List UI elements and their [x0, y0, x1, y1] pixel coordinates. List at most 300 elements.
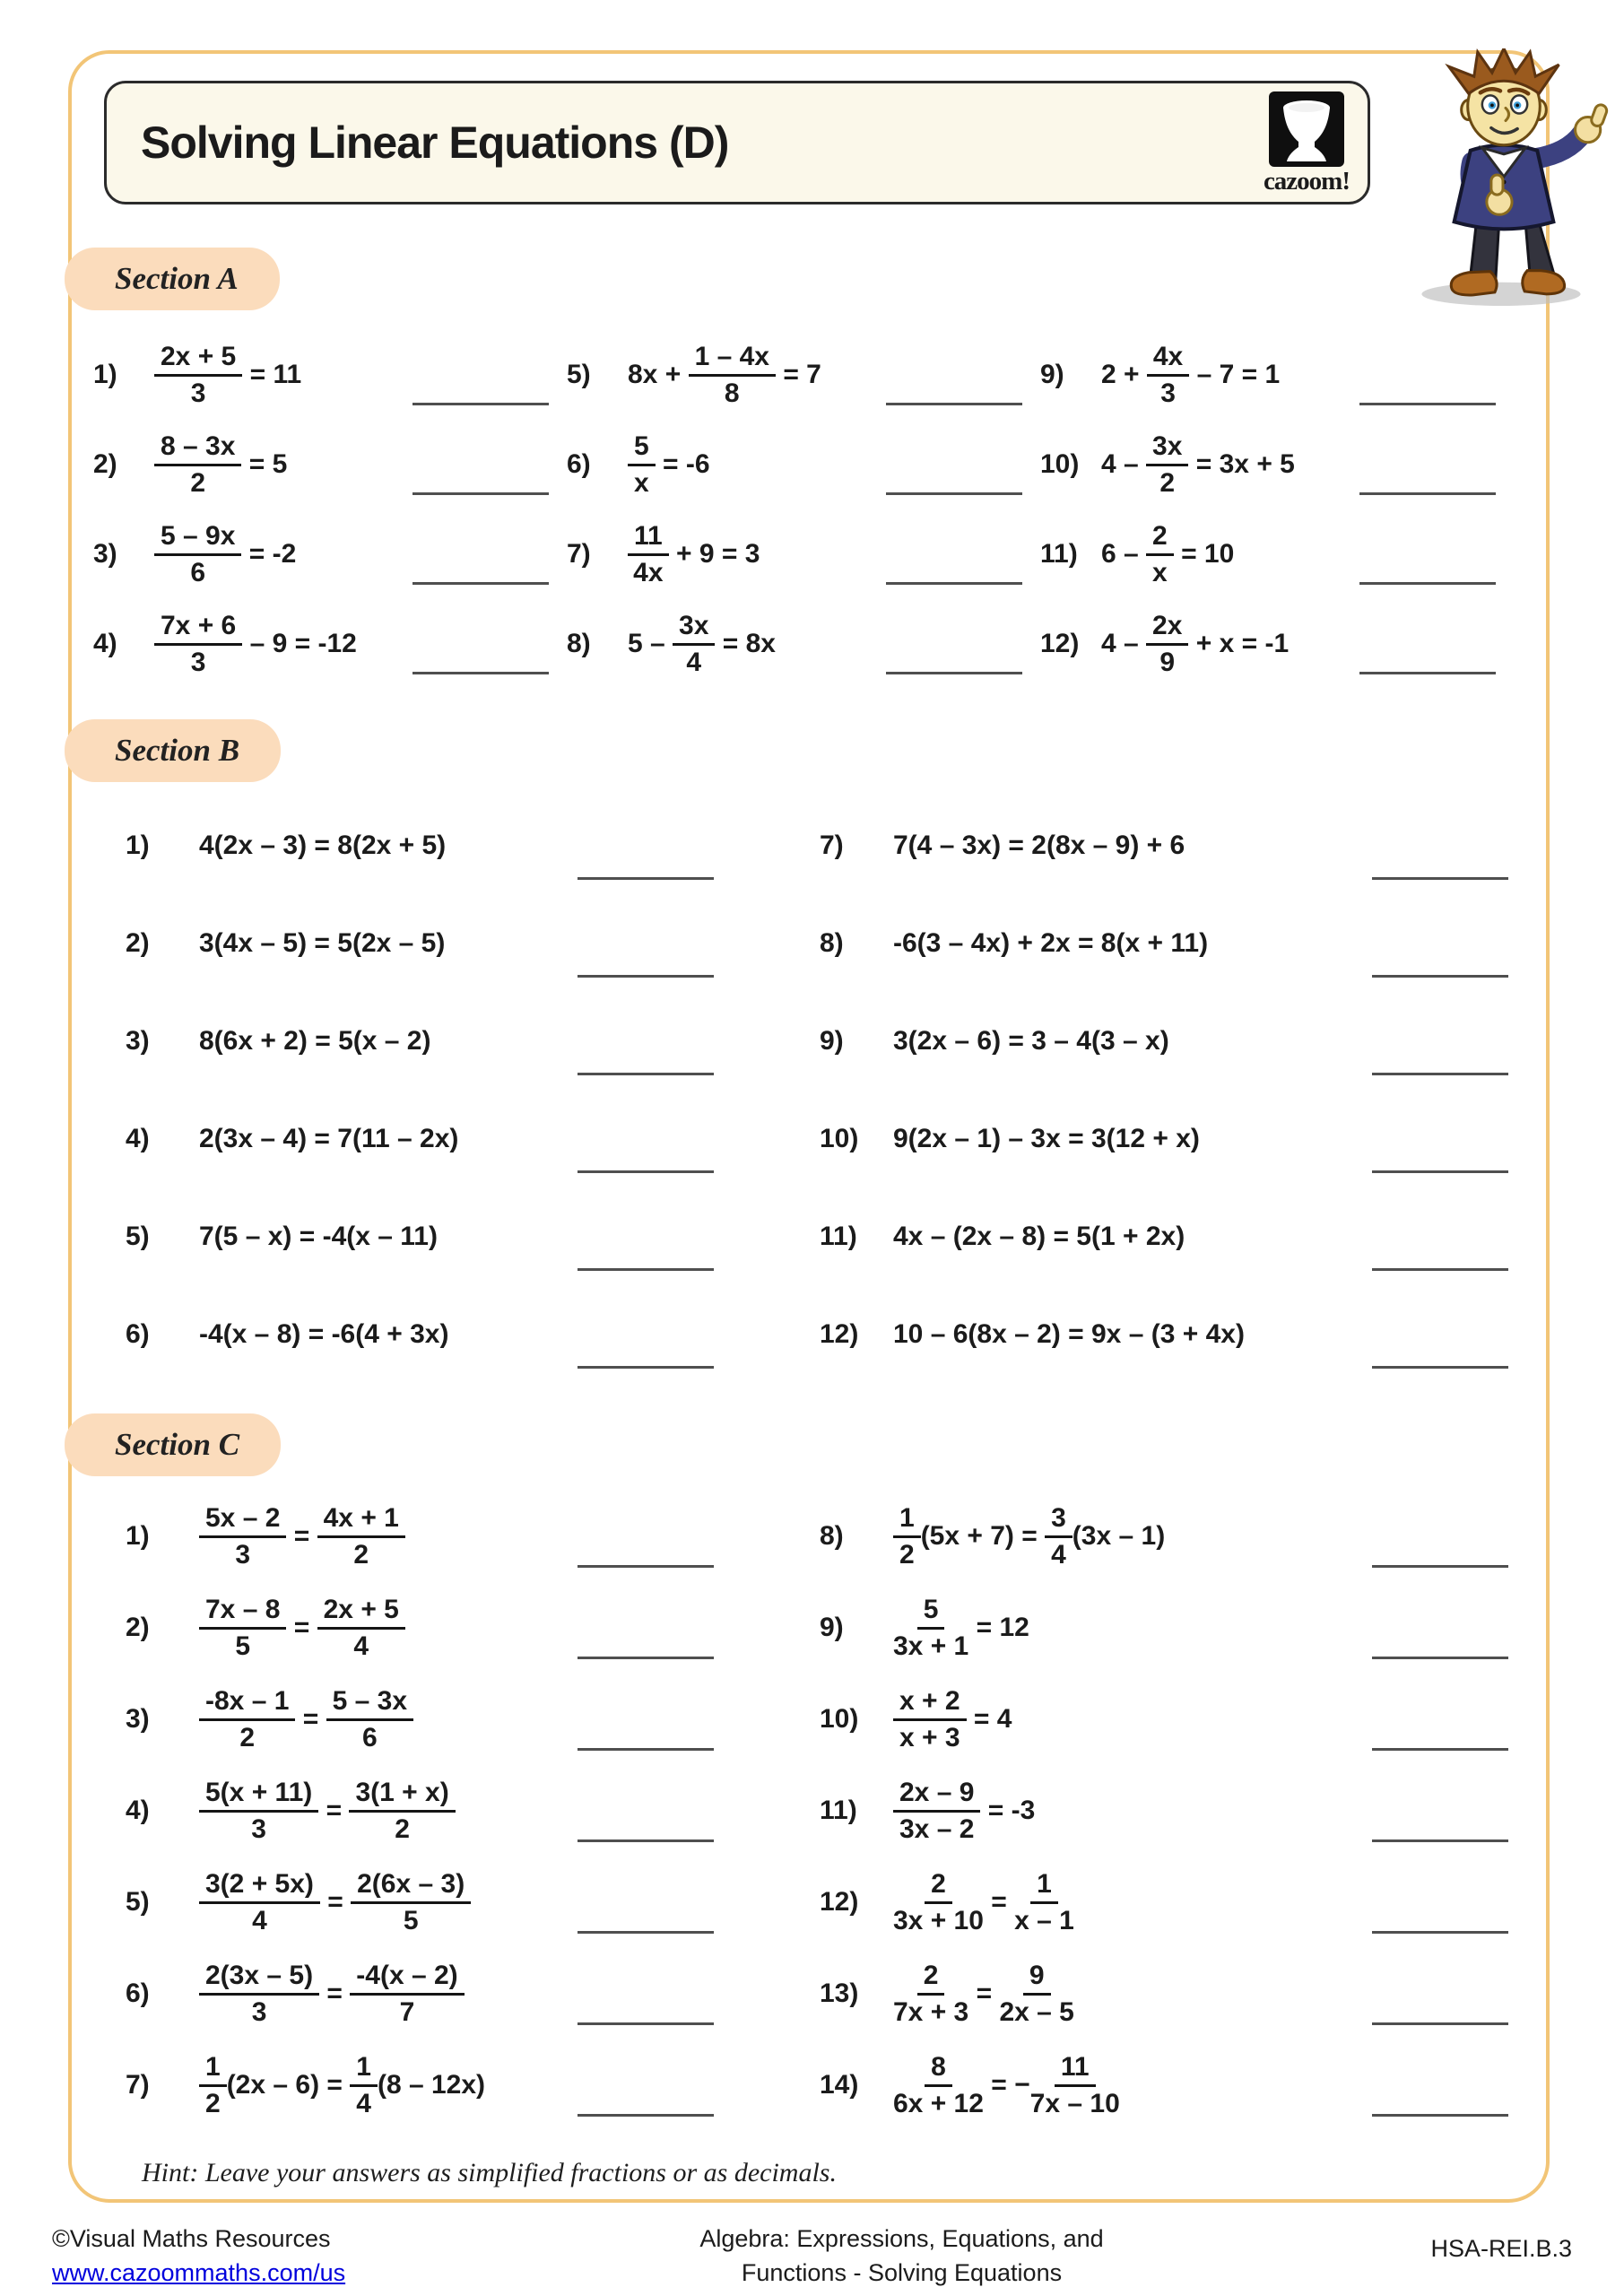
- equation-expression: [199, 2053, 485, 2118]
- fraction-numerator: 1: [350, 2053, 378, 2087]
- equation-item: [567, 330, 1040, 420]
- footer-topic-line1: Algebra: Expressions, Equations, and: [699, 2225, 1104, 2252]
- equation-expression: [893, 1124, 1200, 1154]
- fraction-numerator: 5: [917, 1596, 945, 1630]
- equation-text: = 4: [966, 1704, 1012, 1734]
- fraction: [350, 1961, 464, 2026]
- equation-item: [567, 599, 1040, 689]
- equation-item: [1040, 420, 1514, 509]
- equation-text: -4(x – 8) = -6(4 + 3x): [199, 1318, 449, 1349]
- question-number: 1): [126, 830, 150, 860]
- question-number: 3): [93, 539, 117, 569]
- equation-item: [93, 599, 567, 689]
- equation-item: [126, 1948, 820, 2039]
- answer-blank: [578, 1931, 714, 1934]
- equation-item: [1040, 599, 1514, 689]
- answer-blank: [578, 1565, 714, 1568]
- title-box: [104, 81, 1370, 204]
- fraction: [1014, 1870, 1074, 1935]
- answer-blank: [578, 1268, 714, 1271]
- equation-text: 8(6x + 2) = 5(x – 2): [199, 1025, 431, 1056]
- equation-text: + x = -1: [1188, 629, 1290, 658]
- question-number: 3): [126, 1025, 150, 1056]
- equation-item: [567, 420, 1040, 509]
- equation-expression: [199, 1026, 431, 1057]
- equation-expression: [893, 1319, 1245, 1350]
- equation-text: 6 –: [1101, 539, 1147, 569]
- question-number: 9): [820, 1613, 844, 1642]
- equation-expression: [1101, 432, 1295, 497]
- equation-text: 4x – (2x – 8) = 5(1 + 2x): [893, 1221, 1185, 1251]
- fraction-numerator: 11: [1055, 2053, 1096, 2087]
- fraction-numerator: 2x + 5: [317, 1596, 405, 1630]
- fraction: [1146, 522, 1174, 587]
- answer-blank: [413, 582, 549, 585]
- fraction-denominator: 3x + 10: [893, 1905, 984, 1935]
- fraction-denominator: 3: [251, 1813, 266, 1844]
- fraction: [351, 1870, 471, 1935]
- equation-expression: [893, 1026, 1169, 1057]
- copyright-text: ©Visual Maths Resources: [52, 2225, 331, 2252]
- equation-expression: [154, 432, 287, 497]
- equation-expression: [199, 1504, 405, 1569]
- question-number: 12): [1040, 629, 1080, 658]
- fraction-numerator: 8: [925, 2053, 952, 2087]
- equation-text: 4 –: [1101, 629, 1147, 658]
- equation-text: =: [319, 1887, 352, 1917]
- equation-expression: [154, 343, 301, 407]
- equation-text: (5x + 7) =: [920, 1521, 1046, 1551]
- equation-text: – 9 = -12: [242, 629, 357, 658]
- fraction-numerator: 3x: [1146, 432, 1188, 466]
- fraction-numerator: -8x – 1: [199, 1687, 295, 1721]
- equation-text: (2x – 6) =: [226, 2070, 351, 2100]
- equation-text: (8 – 12x): [377, 2070, 486, 2100]
- equation-text: = −: [983, 2070, 1030, 2100]
- answer-blank: [886, 492, 1022, 495]
- fraction-denominator: 2: [190, 467, 206, 498]
- fraction: [349, 1779, 455, 1843]
- section-header-pill: Section B: [65, 719, 281, 782]
- equation-expression: [199, 1961, 465, 2026]
- equation-expression: [893, 1779, 1035, 1843]
- equation-item: [126, 894, 820, 992]
- fraction: [673, 612, 715, 676]
- question-number: 2): [93, 449, 117, 479]
- answer-blank: [1359, 672, 1496, 674]
- worksheet-frame: [68, 50, 1550, 2203]
- fraction-denominator: 3: [251, 1996, 267, 2027]
- equation-item: [93, 509, 567, 599]
- equation-text: = 3x + 5: [1188, 449, 1295, 479]
- fraction: [893, 1961, 968, 2026]
- answer-blank: [1359, 582, 1496, 585]
- question-number: 6): [126, 1979, 150, 2008]
- equation-item: [820, 796, 1514, 894]
- fraction: [199, 1504, 286, 1569]
- answer-blank: [886, 672, 1022, 674]
- answer-blank: [1372, 1748, 1508, 1751]
- fraction: [893, 1687, 967, 1752]
- answer-blank: [413, 492, 549, 495]
- answer-blank: [578, 975, 714, 978]
- fraction-denominator: 9: [1159, 647, 1176, 677]
- equation-item: [126, 1857, 820, 1948]
- fraction-denominator: 2x – 5: [999, 1996, 1074, 2027]
- standard-code: HSA-REI.B.3: [1430, 2235, 1572, 2262]
- fraction-numerator: 5 – 3x: [326, 1687, 413, 1721]
- equation-expression: [199, 1124, 458, 1154]
- fraction-numerator: 3x: [673, 612, 715, 646]
- thumbs-up-boy-illustration: [1389, 48, 1619, 310]
- fraction-denominator: 4x: [633, 557, 664, 587]
- equation-text: 9(2x – 1) – 3x = 3(12 + x): [893, 1123, 1200, 1153]
- page-footer: [0, 2222, 1624, 2291]
- answer-blank: [1372, 1565, 1508, 1568]
- fraction-numerator: 2: [1146, 522, 1174, 556]
- equation-expression: [628, 343, 821, 407]
- fraction-denominator: 8: [724, 378, 740, 408]
- equation-expression: [199, 1687, 413, 1752]
- equation-expression: [893, 1870, 1074, 1935]
- fraction: [893, 1870, 984, 1935]
- equation-expression: [199, 1222, 438, 1252]
- equation-text: 3(4x – 5) = 5(2x – 5): [199, 927, 446, 958]
- question-number: 6): [567, 449, 591, 479]
- equation-text: 4 –: [1101, 449, 1147, 479]
- question-number: 2): [126, 1613, 150, 1642]
- sections-container: [93, 248, 1515, 2131]
- footer-left: [52, 2222, 447, 2291]
- equation-text: = 12: [968, 1613, 1029, 1642]
- fraction-numerator: 3(2 + 5x): [199, 1870, 320, 1904]
- fraction-denominator: x: [634, 467, 649, 498]
- equation-text: 7(4 – 3x) = 2(8x – 9) + 6: [893, 830, 1185, 860]
- fraction-numerator: 2: [917, 1961, 945, 1996]
- question-number: 4): [93, 629, 117, 658]
- equation-expression: [199, 1319, 448, 1350]
- equation-text: =: [983, 1887, 1015, 1917]
- answer-blank: [578, 1073, 714, 1075]
- question-number: 7): [126, 2070, 150, 2100]
- equation-text: = -6: [655, 449, 710, 479]
- fraction-denominator: 3: [190, 378, 206, 408]
- equation-item: [820, 894, 1514, 992]
- fraction-denominator: 3x – 2: [899, 1813, 975, 1844]
- question-number: 3): [126, 1704, 150, 1734]
- fraction: [893, 1779, 980, 1843]
- equation-expression: [893, 1687, 1012, 1752]
- answer-blank: [578, 2114, 714, 2117]
- fraction-numerator: 3: [1045, 1504, 1073, 1538]
- answer-blank: [1372, 1366, 1508, 1369]
- fraction: [1147, 343, 1189, 407]
- fraction-denominator: 6: [361, 1722, 378, 1752]
- equation-text: -6(3 – 4x) + 2x = 8(x + 11): [893, 927, 1209, 958]
- question-number: 10): [1040, 449, 1080, 479]
- fraction: [154, 522, 241, 587]
- equation-text: =: [319, 1979, 351, 2008]
- fraction: [628, 432, 656, 497]
- equation-text: = 11: [242, 360, 302, 389]
- question-number: 5): [126, 1887, 150, 1917]
- fraction-numerator: 2x – 9: [893, 1779, 980, 1813]
- equation-expression: [628, 612, 776, 676]
- equation-item: [93, 420, 567, 509]
- fraction-numerator: 7x – 8: [199, 1596, 286, 1630]
- equation-item: [126, 796, 820, 894]
- fraction: [199, 1687, 295, 1752]
- equation-expression: [893, 1596, 1029, 1660]
- answer-blank: [413, 403, 549, 405]
- question-number: 1): [126, 1521, 150, 1551]
- question-number: 14): [820, 2070, 859, 2100]
- fraction: [999, 1961, 1073, 2026]
- answer-blank: [1372, 1268, 1508, 1271]
- equation-item: [126, 1674, 820, 1765]
- answer-blank: [1372, 2022, 1508, 2025]
- equation-text: = -3: [980, 1796, 1036, 1825]
- question-number: 10): [820, 1704, 859, 1734]
- answer-blank: [578, 1657, 714, 1659]
- question-number: 6): [126, 1318, 150, 1349]
- equation-expression: [199, 1870, 471, 1935]
- equation-item: [820, 1948, 1514, 2039]
- equation-text: = 10: [1173, 539, 1235, 569]
- question-number: 1): [93, 360, 117, 389]
- fraction: [154, 612, 242, 676]
- fraction-denominator: x + 3: [899, 1722, 960, 1752]
- equation-item: [1040, 330, 1514, 420]
- answer-blank: [1372, 1931, 1508, 1934]
- equation-expression: [893, 2053, 1120, 2118]
- answer-blank: [578, 877, 714, 880]
- hint-text: Hint: Leave your answers as simplified fractions or as decimals.: [142, 2158, 837, 2187]
- equation-item: [126, 992, 820, 1090]
- fraction-denominator: 3: [235, 1539, 251, 1570]
- question-number: 5): [126, 1221, 150, 1251]
- answer-blank: [578, 1748, 714, 1751]
- section-header-pill: Section A: [65, 248, 280, 310]
- equation-text: = 8x: [715, 629, 776, 658]
- fraction-denominator: 2: [899, 1539, 915, 1570]
- fraction-numerator: 4x + 1: [317, 1504, 405, 1538]
- fraction: [317, 1504, 405, 1569]
- answer-blank: [413, 672, 549, 674]
- equation-item: [820, 1765, 1514, 1857]
- cazoommaths-link[interactable]: www.cazoommaths.com/us: [52, 2258, 346, 2286]
- equation-text: =: [286, 1521, 317, 1551]
- page-title: Solving Linear Equations (D): [141, 117, 729, 168]
- equation-text: =: [295, 1704, 326, 1734]
- cazoom-drum-icon: [1269, 91, 1344, 167]
- equation-text: 5 –: [628, 629, 673, 658]
- equation-item: [126, 1765, 820, 1857]
- fraction-denominator: 2: [205, 2088, 221, 2118]
- fraction-denominator: 3: [1160, 378, 1176, 408]
- answer-blank: [886, 582, 1022, 585]
- equation-text: + 9 = 3: [668, 539, 760, 569]
- equation-item: [820, 1285, 1514, 1383]
- answer-blank: [1372, 1839, 1508, 1842]
- equation-text: 7(5 – x) = -4(x – 11): [199, 1221, 438, 1251]
- fraction-denominator: 3: [190, 647, 206, 677]
- question-number: 11): [820, 1221, 857, 1251]
- equation-expression: [199, 928, 445, 959]
- cazoom-logo: [1264, 91, 1350, 195]
- fraction-numerator: 9: [1023, 1961, 1051, 1996]
- footer-center: [447, 2222, 1357, 2291]
- fraction-denominator: 5: [235, 1631, 251, 1661]
- equation-item: [820, 1582, 1514, 1674]
- fraction-denominator: 2: [239, 1722, 256, 1752]
- equation-expression: [199, 831, 446, 861]
- equation-item: [820, 1857, 1514, 1948]
- equation-text: = 5: [241, 449, 288, 479]
- question-number: 11): [1040, 539, 1078, 569]
- equation-grid: [126, 1491, 1514, 2131]
- equation-expression: [628, 522, 760, 587]
- answer-blank: [886, 403, 1022, 405]
- equation-text: = -2: [241, 539, 297, 569]
- fraction: [1030, 2053, 1120, 2118]
- question-number: 7): [820, 830, 844, 860]
- equation-expression: [1101, 343, 1280, 407]
- fraction-numerator: 1: [1030, 1870, 1058, 1904]
- equation-text: =: [968, 1979, 1000, 2008]
- fraction-numerator: 2(6x – 3): [351, 1870, 471, 1904]
- fraction-denominator: 4: [686, 647, 702, 677]
- answer-blank: [578, 1366, 714, 1369]
- equation-item: [820, 1090, 1514, 1187]
- equation-expression: [893, 1222, 1185, 1252]
- equation-text: =: [318, 1796, 350, 1825]
- fraction-numerator: 5: [628, 432, 656, 466]
- fraction: [199, 1779, 318, 1843]
- fraction-denominator: 2: [1159, 467, 1176, 498]
- fraction: [199, 1961, 319, 2026]
- question-number: 11): [820, 1796, 857, 1825]
- fraction-numerator: 5x – 2: [199, 1504, 286, 1538]
- equation-item: [126, 2039, 820, 2131]
- question-number: 8): [820, 1521, 844, 1551]
- question-number: 12): [820, 1887, 859, 1917]
- equation-expression: [1101, 612, 1289, 676]
- fraction: [1045, 1504, 1073, 1569]
- equation-grid: [126, 796, 1514, 1383]
- equation-item: [126, 1285, 820, 1383]
- equation-text: = 7: [775, 360, 821, 389]
- equation-expression: [199, 1596, 405, 1660]
- fraction: [154, 343, 242, 407]
- equation-item: [820, 1674, 1514, 1765]
- fraction-numerator: 4x: [1147, 343, 1189, 377]
- question-number: 9): [820, 1025, 844, 1056]
- answer-blank: [1359, 403, 1496, 405]
- answer-blank: [1372, 975, 1508, 978]
- equation-item: [1040, 509, 1514, 599]
- fraction-denominator: 4: [356, 2088, 371, 2118]
- equation-grid: [93, 330, 1514, 689]
- fraction-denominator: 6: [190, 557, 206, 587]
- equation-text: =: [286, 1613, 317, 1642]
- equation-expression: [154, 522, 296, 587]
- fraction-numerator: 1: [893, 1504, 921, 1538]
- section-header-pill: Section C: [65, 1413, 281, 1476]
- question-number: 7): [567, 539, 591, 569]
- equation-item: [820, 1187, 1514, 1285]
- answer-blank: [1359, 492, 1496, 495]
- fraction-numerator: 11: [628, 522, 669, 556]
- fraction-denominator: 4: [353, 1631, 369, 1661]
- equation-item: [126, 1187, 820, 1285]
- fraction-denominator: 4: [252, 1905, 267, 1935]
- fraction: [689, 343, 776, 407]
- fraction-denominator: 2: [353, 1539, 369, 1570]
- equation-expression: [199, 1779, 456, 1843]
- fraction-numerator: 5 – 9x: [154, 522, 241, 556]
- fraction-denominator: 7x + 3: [893, 1996, 969, 2027]
- fraction: [628, 522, 669, 587]
- question-number: 8): [820, 927, 844, 958]
- equation-text: 3(2x – 6) = 3 – 4(3 – x): [893, 1025, 1169, 1056]
- equation-text: 10 – 6(8x – 2) = 9x – (3 + 4x): [893, 1318, 1245, 1349]
- fraction: [1146, 612, 1188, 676]
- equation-item: [126, 1491, 820, 1582]
- equation-item: [126, 1090, 820, 1187]
- equation-text: 2(3x – 4) = 7(11 – 2x): [199, 1123, 459, 1153]
- fraction: [199, 1870, 320, 1935]
- fraction-numerator: 5(x + 11): [199, 1779, 318, 1813]
- fraction: [893, 2053, 984, 2118]
- fraction-denominator: 7x – 10: [1029, 2088, 1120, 2118]
- fraction-denominator: x: [1152, 557, 1168, 587]
- fraction-numerator: 2x + 5: [154, 343, 242, 377]
- equation-text: 8x +: [628, 360, 689, 389]
- equation-expression: [893, 1504, 1165, 1569]
- cazoom-logo-text: cazoom!: [1263, 166, 1350, 196]
- fraction-numerator: 2: [925, 1870, 952, 1904]
- equation-item: [93, 330, 567, 420]
- answer-blank: [578, 2022, 714, 2025]
- fraction-numerator: 2x: [1146, 612, 1188, 646]
- fraction: [317, 1596, 405, 1660]
- fraction: [893, 1596, 968, 1660]
- section-a: [93, 248, 1515, 689]
- fraction-numerator: -4(x – 2): [350, 1961, 464, 1996]
- footer-topic-line2: Functions - Solving Equations: [741, 2258, 1063, 2286]
- equation-item: [820, 2039, 1514, 2131]
- fraction: [154, 432, 241, 497]
- fraction-denominator: 3x + 1: [893, 1631, 969, 1661]
- question-number: 2): [126, 927, 150, 958]
- question-number: 12): [820, 1318, 859, 1349]
- question-number: 5): [567, 360, 591, 389]
- question-number: 4): [126, 1796, 150, 1825]
- equation-expression: [1101, 522, 1234, 587]
- fraction: [199, 2053, 227, 2118]
- equation-item: [820, 992, 1514, 1090]
- fraction-numerator: 1: [199, 2053, 227, 2087]
- fraction: [199, 1596, 286, 1660]
- answer-blank: [1372, 2114, 1508, 2117]
- fraction: [893, 1504, 921, 1569]
- equation-expression: [154, 612, 357, 676]
- question-number: 4): [126, 1123, 150, 1153]
- fraction-denominator: 7: [399, 1996, 415, 2027]
- answer-blank: [578, 1170, 714, 1173]
- question-number: 13): [820, 1979, 859, 2008]
